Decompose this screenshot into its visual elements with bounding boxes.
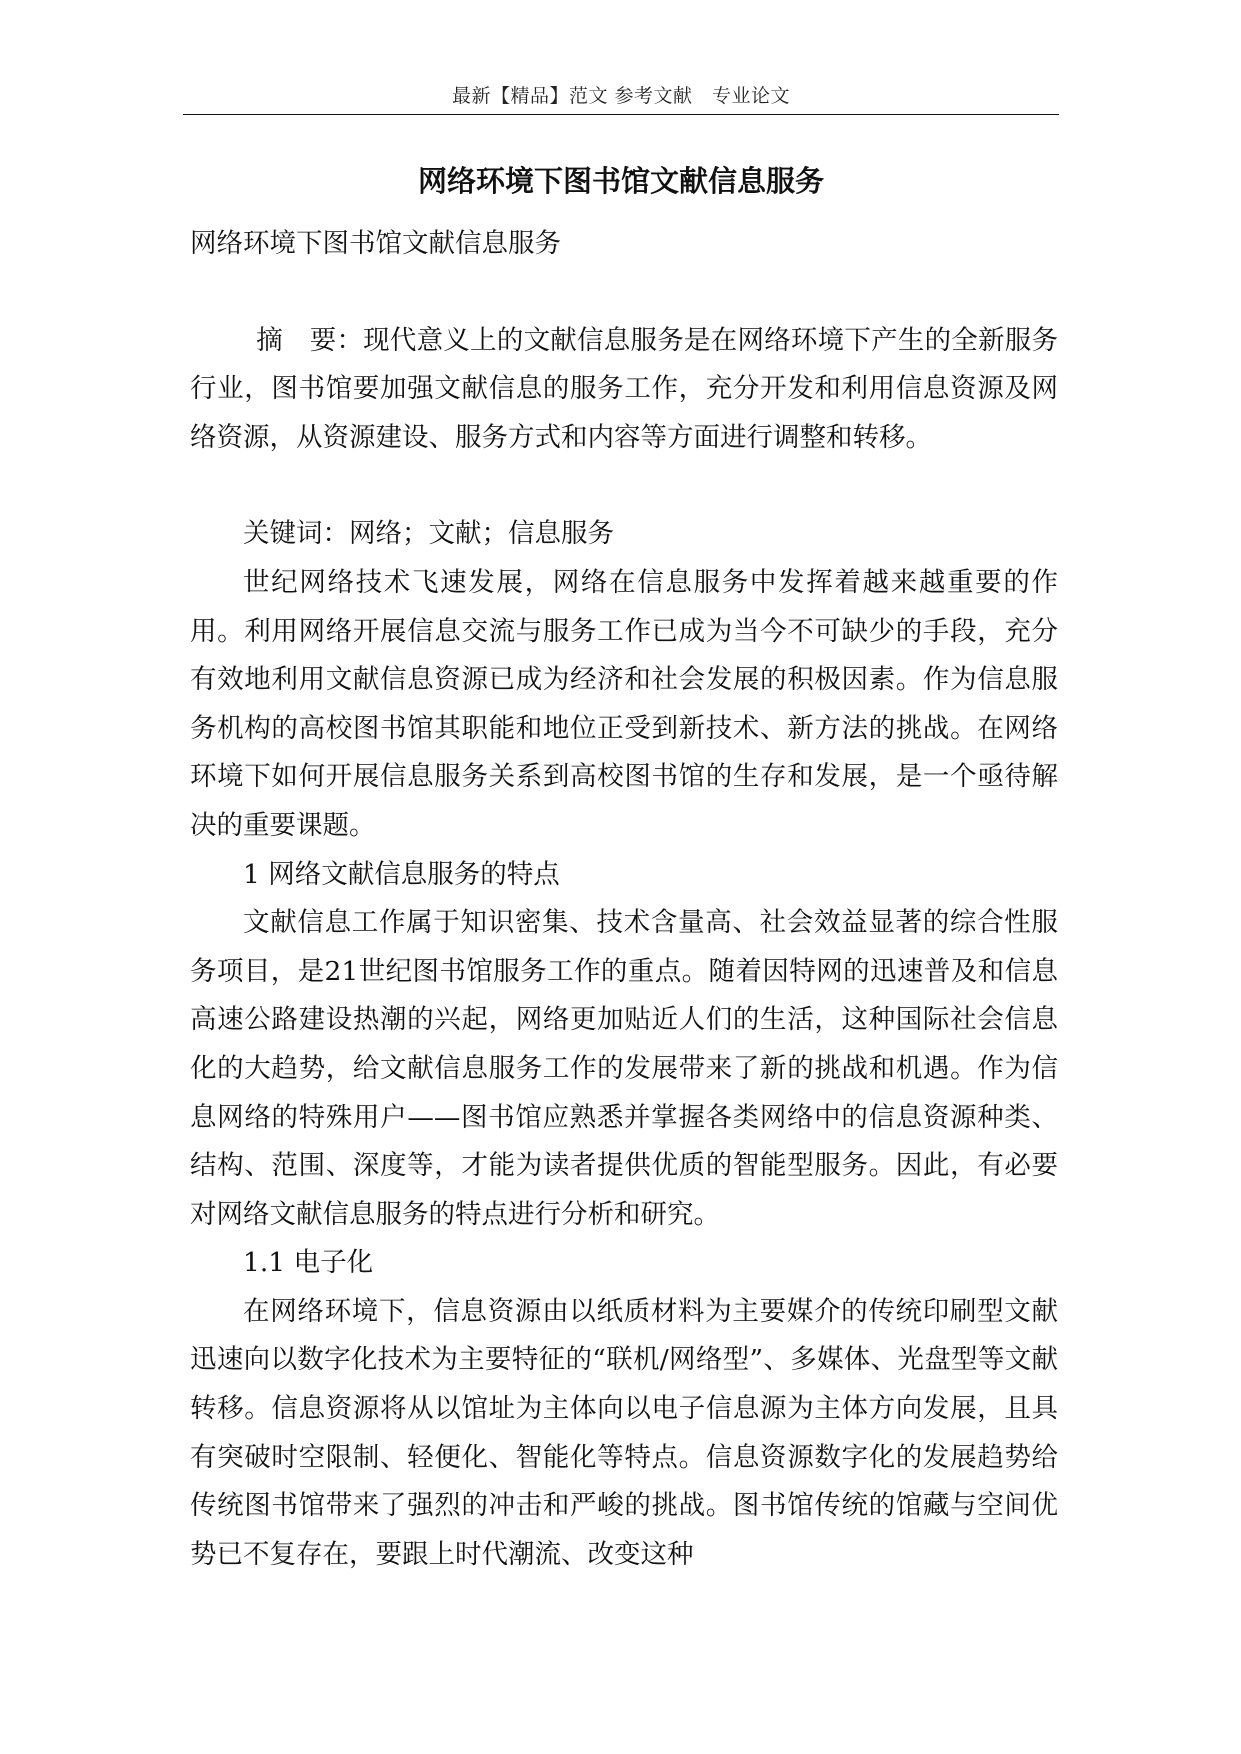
body-paragraph: 文献信息工作属于知识密集、技术含量高、社会效益显著的综合性服务项目，是21世纪图书馆服务工作的重点。随着因特网的迅速普及和信息高速公路建设热潮的兴起，网络更加贴近人们的生活，这种国际社会信息化的大趋势，给文献信息服务工作的发展带来了新的挑战和机遇。作为信息网络的特殊用户——图书馆应熟悉并掌握各类网络中的信息资源种类、结构、范围、深度等，才能为读者提供优质的智能型服务。因此，有必要对网络文献信息服务的特点进行分析和研究。 (190, 907, 1058, 1230)
section-heading-1: 1 网络文献信息服务的特点 (243, 858, 560, 890)
body-paragraph: 在网络环境下，信息资源由以纸质材料为主要媒介的传统印刷型文献迅速向以数字化技术为主要特征的“联机/网络型”、多媒体、光盘型等文献转移。信息资源将从以馆址为主体向以电子信息源为主体方向发展，且具有突破时空限制、轻便化、智能化等特点。信息资源数字化的发展趋势给传统图书馆带来了强烈的冲击和严峻的挑战。图书馆传统的馆藏与空间优势已不复存在，要跟上时代潮流、改变这种 (190, 1295, 1058, 1570)
section-heading-1-1: 1.1 电子化 (243, 1247, 374, 1279)
abstract-paragraph: 摘 要：现代意义上的文献信息服务是在网络环境下产生的全新服务行业，图书馆要加强文献信息的服务工作，充分开发和利用信息资源及网络资源，从资源建设、服务方式和内容等方面进行调整和转移。 (190, 324, 1058, 453)
document-title: 网络环境下图书馆文献信息服务 (417, 164, 824, 198)
document-body (190, 220, 1058, 1579)
header-divider (183, 114, 1059, 115)
keywords-line: 关键词：网络；文献；信息服务 (243, 518, 614, 550)
document-subtitle: 网络环境下图书馆文献信息服务 (190, 228, 561, 259)
body-paragraph: 世纪网络技术飞速发展，网络在信息服务中发挥着越来越重要的作用。利用网络开展信息交流与服务工作已成为当今不可缺少的手段，充分有效地利用文献信息资源已成为经济和社会发展的积极因素。作为信息服务机构的高校图书馆其职能和地位正受到新技术、新方法的挑战。在网络环境下如何开展信息服务关系到高校图书馆的生存和发展，是一个亟待解决的重要课题。 (190, 566, 1058, 841)
page-header: 最新【精品】范文 参考文献 专业论文 (451, 85, 791, 107)
